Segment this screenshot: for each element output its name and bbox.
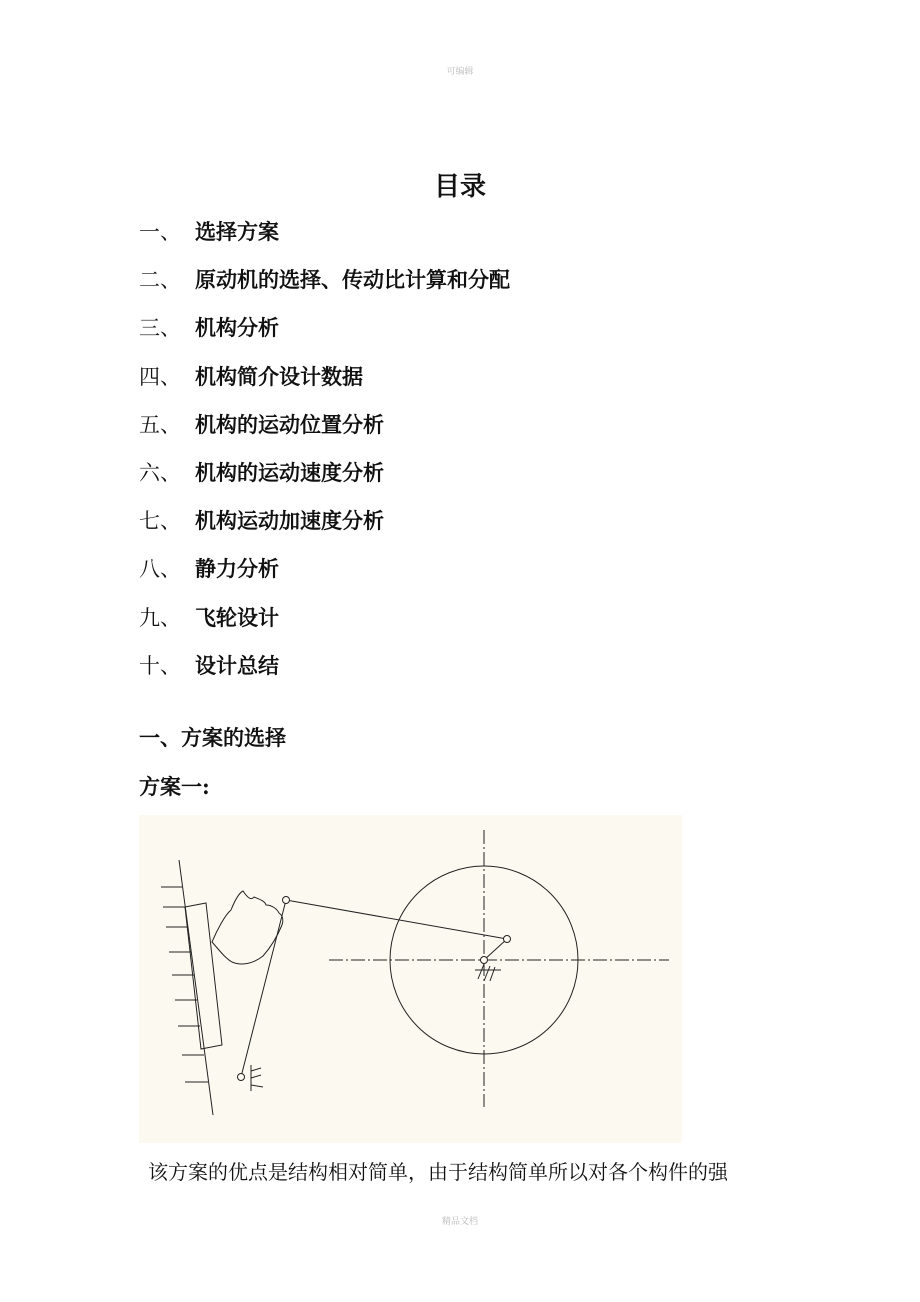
header-watermark: 可编辑 <box>446 67 474 77</box>
toc-item-number: 十、 <box>139 653 181 678</box>
joint-rocker-pivot <box>238 1074 245 1081</box>
toc-item-number: 八、 <box>139 557 181 582</box>
footer-watermark: 精品文档 <box>441 1217 478 1227</box>
ground-hatch <box>161 887 208 1082</box>
joint-top <box>283 897 290 904</box>
toc-item-text: 静力分析 <box>195 556 279 582</box>
toc-item-text: 机构运动加速度分析 <box>195 508 384 534</box>
crank-link <box>484 939 507 960</box>
toc-item-number: 二、 <box>139 268 181 293</box>
table-of-contents <box>139 212 510 694</box>
toc-item[interactable] <box>139 308 510 356</box>
toc-item-text: 机构简介设计数据 <box>195 363 363 389</box>
toc-item-number: 七、 <box>139 509 181 534</box>
toc-item[interactable] <box>139 405 510 453</box>
toc-item[interactable] <box>139 646 510 694</box>
toc-item-number: 五、 <box>139 412 181 437</box>
section-heading: 一、方案的选择 <box>139 725 286 750</box>
toc-item[interactable] <box>139 453 510 501</box>
ground-line <box>179 860 213 1115</box>
toc-item[interactable] <box>139 501 510 549</box>
rocker-support <box>251 1065 263 1091</box>
joint-crank-center <box>481 957 488 964</box>
toc-title: 目录 <box>433 172 486 202</box>
crank-support <box>475 964 501 981</box>
toc-item-text: 选择方案 <box>195 219 279 244</box>
mechanism-diagram <box>139 815 682 1143</box>
toc-item[interactable] <box>139 549 510 597</box>
toc-item-text: 机构分析 <box>195 315 279 341</box>
toc-item-text: 机构的运动速度分析 <box>195 459 384 485</box>
connecting-rod <box>286 900 507 939</box>
toc-item-number: 六、 <box>139 460 181 485</box>
toc-item-text: 机构的运动位置分析 <box>195 411 384 437</box>
joint-crank-pin <box>504 936 511 943</box>
toc-item[interactable] <box>139 357 510 405</box>
toc-item-number: 三、 <box>139 316 181 341</box>
toc-item-number: 一、 <box>139 220 181 244</box>
toc-item[interactable] <box>139 598 510 646</box>
toc-item[interactable] <box>139 212 510 260</box>
toc-item-text: 原动机的选择、传动比计算和分配 <box>195 267 510 293</box>
toc-item-number: 四、 <box>139 364 181 389</box>
rocker-link <box>241 900 286 1077</box>
toc-item-text: 飞轮设计 <box>195 604 279 630</box>
scheme-label: 方案一: <box>139 774 210 799</box>
toc-item[interactable] <box>139 260 510 308</box>
slider-block <box>185 903 222 1049</box>
toc-item-number: 九、 <box>139 605 181 630</box>
mechanism-drawing <box>139 815 682 1143</box>
body-paragraph: 该方案的优点是结构相对简单，由于结构简单所以对各个构件的强 <box>148 1160 728 1184</box>
toc-item-text: 设计总结 <box>195 652 279 678</box>
